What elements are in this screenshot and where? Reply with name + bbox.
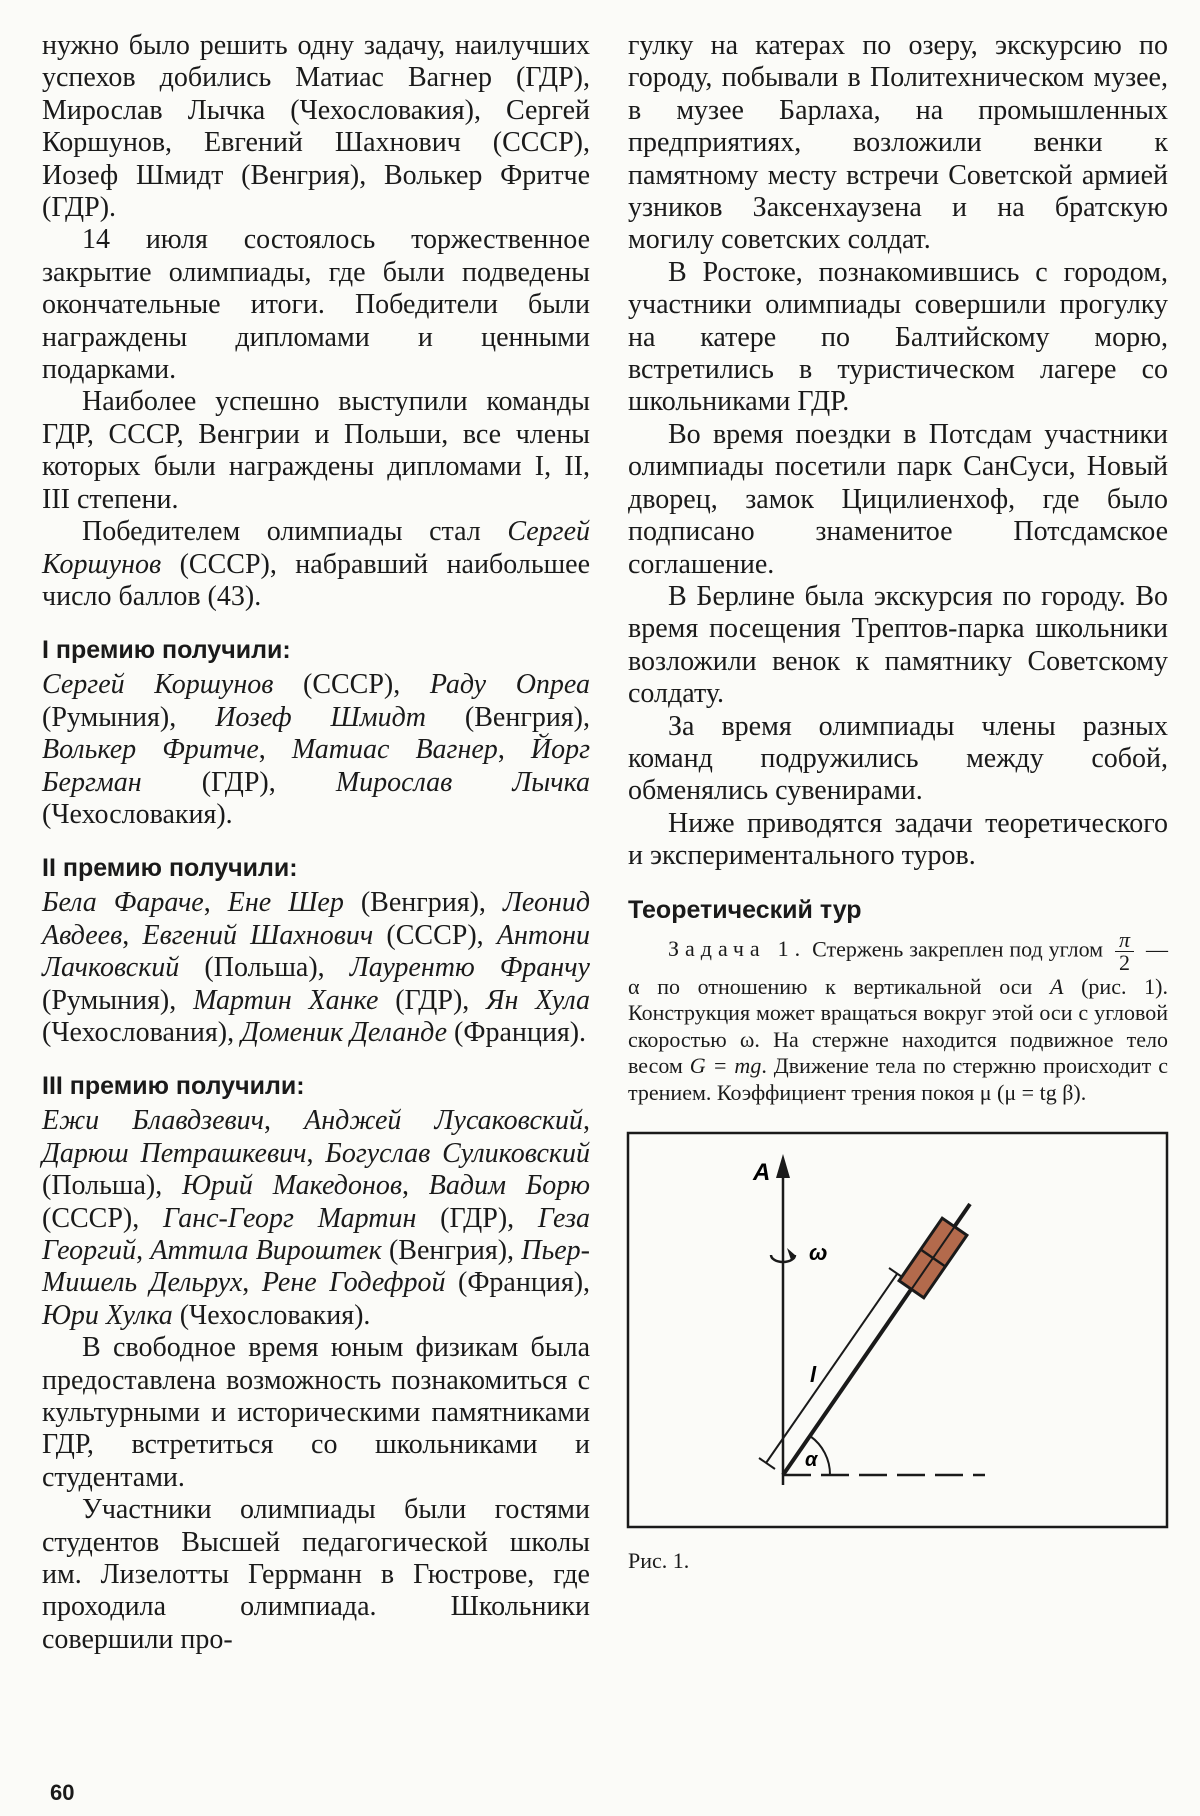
laureate-name: Сергей Коршунов [42,669,274,701]
laureate-country: , [258,734,292,766]
laureate-name: Богуслав Суликовский [325,1137,591,1169]
laureate-name: Ежи Блавдзевич [42,1105,265,1137]
prize-list-3 [42,1105,590,1332]
laureate-name: Геза Георгий [42,1202,590,1266]
laureate-name: Мартин Ханке [193,984,379,1016]
laureate-name: Антони Лачковский [42,919,590,984]
prize-heading-2: II премию получили: [42,854,298,883]
paragraph: гулку на катерах по озеру, экскурсию по городу, побывали в Политехническом музее, в музее Барлаха, на промышленных предприятиях, возложили венки к памятному месту встречи Советской армией узников Заксенхаузена и на братскую могилу советских солдат. [628,30,1168,256]
laureate-name: Ганс-Георг Мартин [163,1202,417,1234]
dimension-line [766,1274,897,1463]
figure-1 [625,1130,1170,1530]
right-column [628,30,1168,1574]
laureate-name: Леонид Авдеев [42,887,591,951]
paragraph: В Берлине была экскурсия по городу. Во время посещения Трептов-парка школьники возложили венок к памятнику Советскому солдату. [628,580,1168,710]
paragraph: Участники олимпиады были гостями студентов Высшей педагогической школы им. Лизелотты Геррманн в Гюстрове, где проходила олимпиада. Школьники совершили про- [42,1494,590,1655]
laureate-country: , [136,1235,151,1266]
laureate-name: Ян Хула [486,984,591,1016]
length-label: l [810,1362,817,1388]
laureate-country: , [122,919,143,951]
laureate-name: Дарюш Петрашкевич [42,1137,307,1169]
laureate-country: (ГДР), [378,984,487,1016]
laureate-name: Лаурентю Франчу [349,952,590,984]
omega-label: ω [809,1240,828,1266]
sliding-body [899,1218,967,1298]
task-text [628,926,1169,1107]
laureate-country: (ГДР), [141,766,336,798]
axis-label-A: A [753,1159,771,1187]
laureate-name: Матиас Вагнер [291,734,498,766]
laureate-country: (Чехословакия). [172,1299,371,1331]
laureate-country: , [402,1170,429,1202]
laureate-name: Вадим Борю [428,1170,590,1202]
laureate-country: (СССР), [373,919,497,951]
laureate-name: Доменик Деланде [241,1016,448,1048]
laureate-name: Волькер Фритче [42,734,259,766]
laureate-name: Евгений Шахнович [142,919,374,951]
fraction-denominator: 2 [1119,949,1131,975]
axis-arrow-icon [776,1154,790,1178]
page-number: 60 [50,1780,75,1805]
left-column [42,30,590,1656]
laureate-country: (Франция), [445,1267,591,1299]
paragraph [42,516,590,613]
laureate-country: (Румыния), [42,984,194,1016]
laureate-name: Юрий Македонов [182,1170,402,1202]
laureate-country: (Чехословакия). [42,798,233,830]
prize-list-2 [42,887,590,1049]
laureate-name: Иозеф Шмидт [215,701,426,733]
laureate-name: Раду Опреа [429,669,590,701]
section-heading: Теоретический тур [628,895,862,924]
paragraph: Ниже приводятся задачи теоретического и экспериментального туров. [628,807,1168,872]
laureate-country: (Венгрия), [425,701,591,733]
laureate-name: Мирослав Лычка [335,766,591,798]
paragraph: В Ростоке, познакомившись с городом, участники олимпиады совершили прогулку на катере по Балтийскому морю, встретились в туристическом лагере со школьниками ГДР. [628,256,1168,418]
paragraph: нужно было решить одну задачу, наилучших успехов добились Матиас Вагнер (ГДР), Мирослав Лычка (Чехословакия), Сергей Коршунов, Евгений Шахнович (СССР), Иозеф Шмидт (Венгрия), Волькер Фритче (ГДР). [42,30,590,224]
prize-heading-3: III премию получили: [42,1072,305,1101]
paragraph: В свободное время юным физикам была предоставлена возможность познакомиться с культурными и историческими памятниками ГДР, встретиться со школьниками и студентами. [42,1332,590,1493]
laureate-name: Пьер-Мишель Дельрух [42,1235,590,1299]
prize-list-1 [42,669,590,831]
dimension-tick [759,1458,775,1469]
laureate-country: (Польша), [42,1170,183,1202]
text: Победителем олимпиады стал [82,516,508,548]
prize-heading-1: I премию получили: [42,636,291,665]
paragraph: За время олимпиады члены разных команд подружились между собой, обменялись сувенирами. [628,710,1168,807]
paragraph: Во время поездки в Потсдам участники олимпиады посетили парк СанСуси, Новый дворец, замок Цицилиенхоф, где было подписано знаменитое Потсдамское соглашение. [628,418,1168,580]
laureate-country: (ГДР), [416,1202,538,1234]
laureate-country: , [203,887,228,919]
laureate-name: Рене Годефрой [261,1267,446,1299]
figure-frame [628,1133,1167,1527]
laureate-country: (Венгрия), [343,887,503,919]
laureate-country: (Венгрия), [381,1235,522,1266]
laureate-country: (Румыния), [42,701,216,733]
paragraph: 14 июля состоялось торжественное закрытие олимпиады, где были подведены окончательные итоги. Победители были награждены дипломами и ценными подарками. [42,224,590,386]
fraction [1115,926,1134,975]
paragraph: Наиболее успешно выступили команды ГДР, СССР, Венгрии и Польши, все члены которых были награждены дипломами I, II, III степени. [42,386,590,515]
alpha-label: α [805,1449,818,1472]
laureate-country: , [242,1267,262,1299]
axis-label: A [1049,973,1064,999]
fraction-numerator: π [1115,929,1134,952]
laureate-name: Юри Хулка [42,1299,173,1331]
laureate-name: Йорг Бергман [42,734,591,798]
laureate-name: Аттила Вироштек [150,1235,382,1266]
laureate-country: , [264,1105,305,1137]
laureate-country: (СССР), [42,1202,163,1234]
text: . Движение тела по стержню происходит с трением. Коэффициент трения покоя μ (μ = tg β). [628,1053,1169,1105]
winner-name: Сергей Коршунов [42,516,590,580]
laureate-country: , [497,734,531,766]
laureate-country: , [583,1105,590,1137]
text: Стержень закреплен под углом [806,936,1110,962]
laureate-country: (Франция). [447,1016,587,1048]
task-label: Задача 1. [668,936,807,962]
formula: G = mg [689,1053,762,1079]
laureate-country: (Польша), [179,952,350,984]
laureate-country: (СССР), [273,669,430,701]
laureate-country: (Чехослования), [42,1016,242,1048]
rod-diagram [625,1130,1170,1530]
figure-caption: Рис. 1. [628,1548,690,1574]
text: (СССР), набравший наибольшее число баллов (43). [42,548,590,612]
laureate-country: , [306,1137,326,1169]
text: (рис. 1). Конструкция может вращаться вокруг этой оси с угловой скоростью ω. На стержне находится подвижное тело весом [628,973,1168,1079]
laureate-name: Анджей Лусаковский [304,1105,583,1137]
text: — α по отношению к вертикальной оси [628,936,1168,999]
laureate-name: Бела Фараче [42,887,204,919]
laureate-name: Ене Шер [227,887,344,919]
